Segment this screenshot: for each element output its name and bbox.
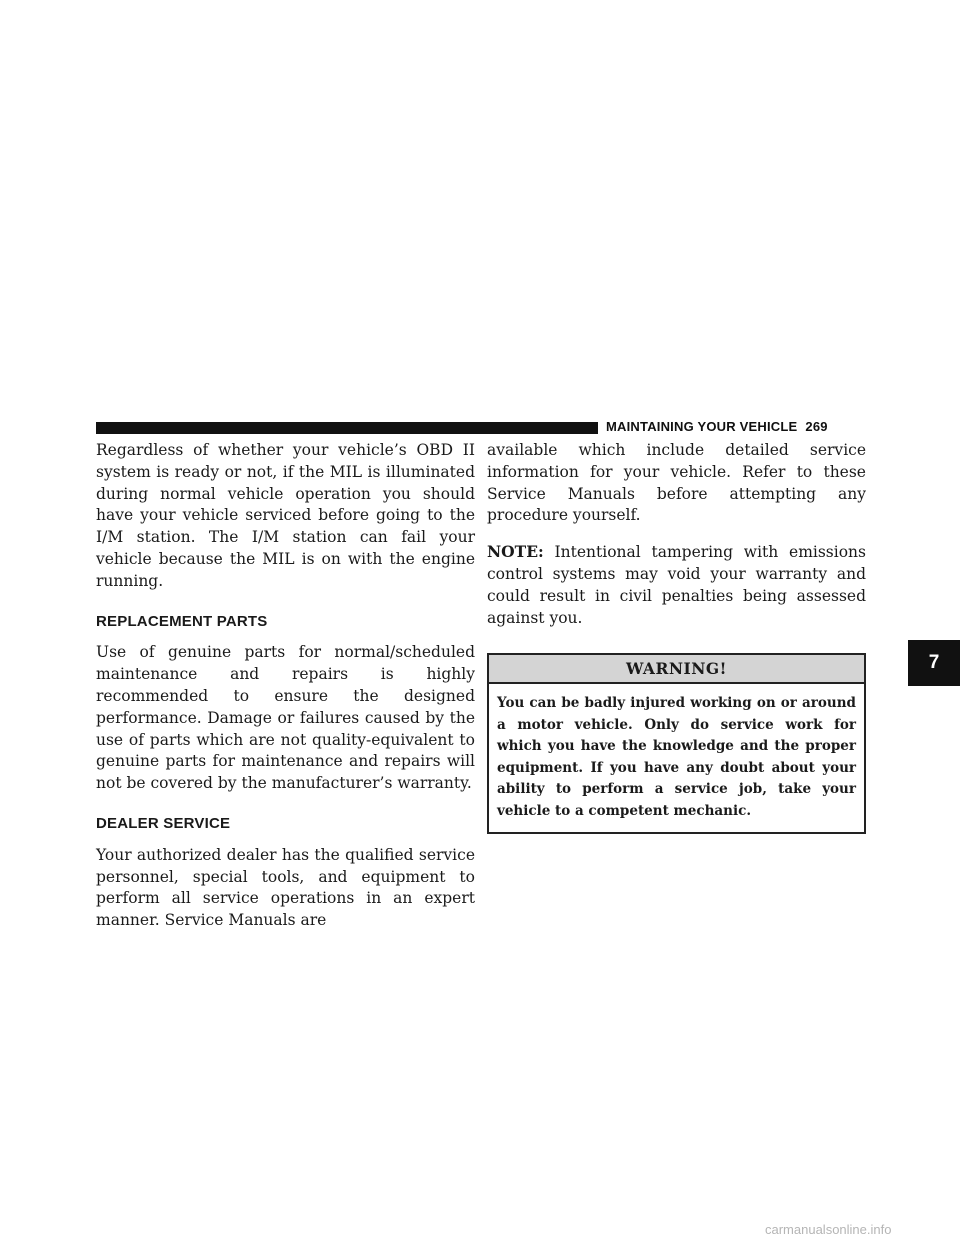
warning-box bbox=[487, 653, 866, 834]
warning-text: You can be badly injured working on or around a motor vehicle. Only do service work for which you have the knowledge and the proper equipment. If you have any doubt about your ability to perform a service job, take your vehicle to a competent mechanic. bbox=[497, 695, 856, 819]
dealer-service-heading: DEALER SERVICE bbox=[96, 814, 231, 832]
header-rule bbox=[96, 422, 598, 434]
note-text: Intentional tampering with emissions control systems may void your warranty and could result in civil penalties being assessed against you. bbox=[487, 543, 866, 627]
section-title: MAINTAINING YOUR VEHICLE bbox=[606, 419, 798, 434]
right-column bbox=[487, 440, 866, 834]
running-header bbox=[606, 419, 828, 434]
note-label: NOTE: bbox=[487, 542, 544, 562]
watermark: carmanualsonline.info bbox=[765, 1222, 892, 1237]
obd-paragraph: Regardless of whether your vehicle’s OBD II system is ready or not, if the MIL is illuminated during normal vehicle operation you should have your vehicle serviced before going to the I/M station. The I/M station can fail your vehicle because the MIL is on with the engine running. bbox=[96, 441, 475, 590]
dealer-service-continued: available which include detailed service information for your vehicle. Refer to these Service Manuals before attempting any procedure yourself. bbox=[487, 441, 866, 525]
replacement-parts-paragraph: Use of genuine parts for normal/scheduled maintenance and repairs is highly recommended to ensure the designed performance. Damage or failures caused by the use of parts which are not quality-equivalent to genuine parts for maintenance and repairs will not be covered by the manufacturer’s warranty. bbox=[96, 643, 475, 793]
page-number: 269 bbox=[805, 419, 828, 434]
left-column bbox=[96, 440, 475, 946]
dealer-service-paragraph: Your authorized dealer has the qualified service personnel, special tools, and equipment to perform all service operations in an expert manner. Service Manuals are bbox=[96, 845, 475, 930]
chapter-tab: 7 bbox=[908, 640, 960, 686]
warning-title: WARNING! bbox=[489, 655, 864, 684]
replacement-parts-heading: REPLACEMENT PARTS bbox=[96, 612, 268, 630]
note-paragraph bbox=[487, 541, 866, 629]
